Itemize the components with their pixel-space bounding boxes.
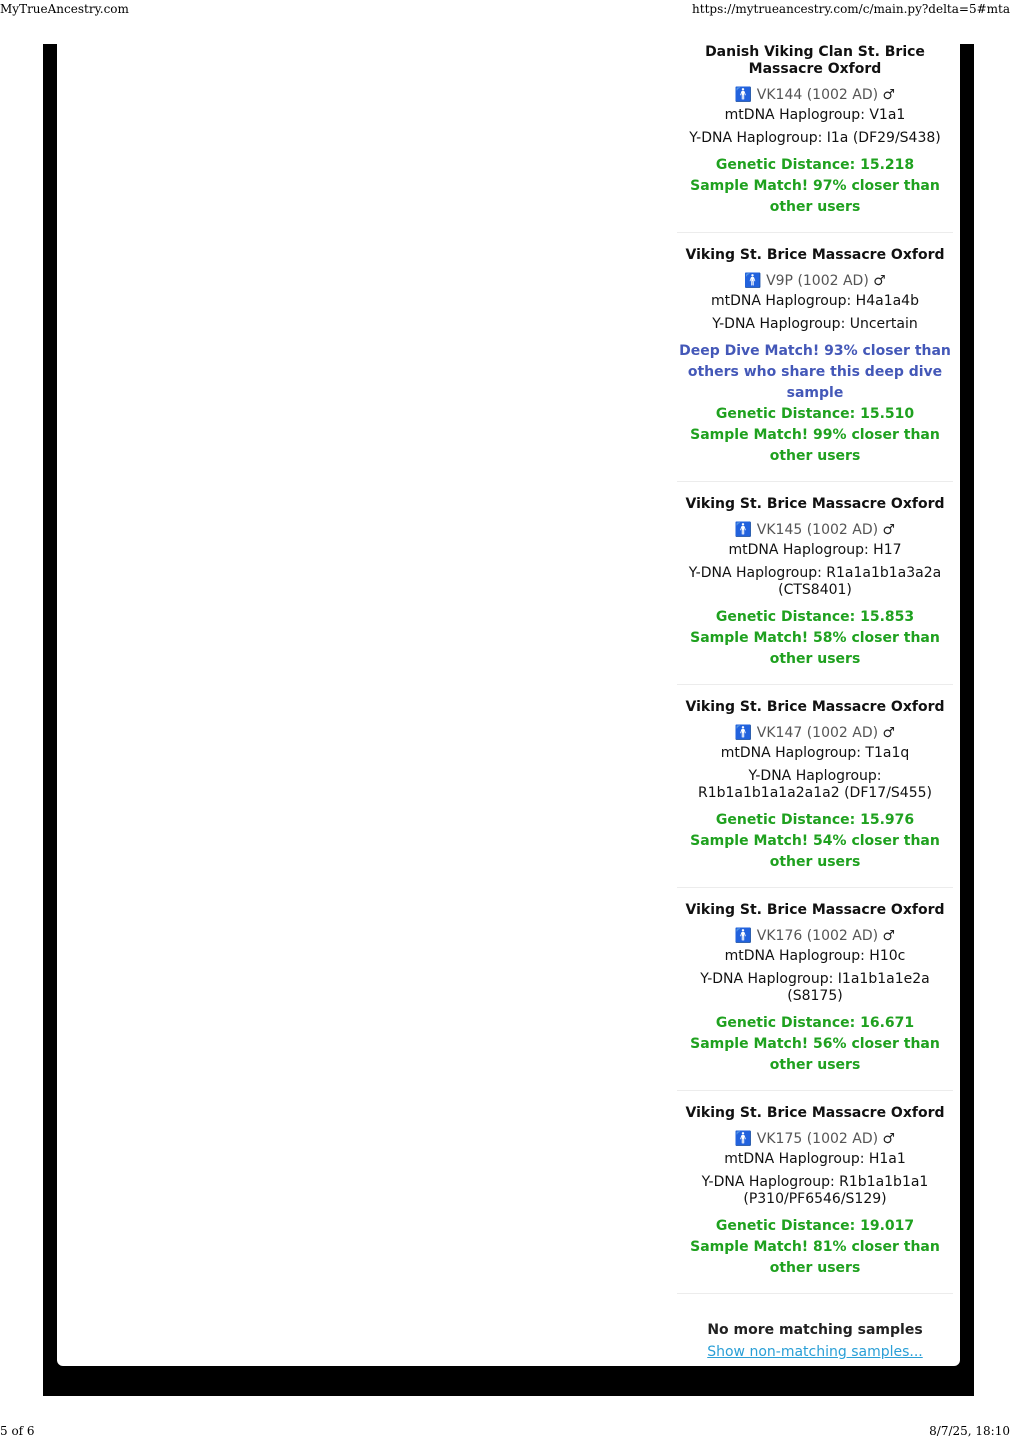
sample-distance: Genetic Distance: 15.510: [715, 406, 915, 422]
sample-id: VK176 (1002 AD): [756, 928, 879, 944]
person-icon: 🚹: [734, 928, 753, 944]
sample-ydna: Y-DNA Haplogroup: R1a1a1b1a3a2a (CTS8401): [688, 565, 942, 598]
sample-id: VK145 (1002 AD): [756, 522, 879, 538]
sample-title: Viking St. Brice Massacre Oxford: [685, 496, 945, 512]
sample-mtdna: mtDNA Haplogroup: V1a1: [724, 107, 906, 123]
male-icon: ♂: [882, 928, 896, 944]
sample-mtdna: mtDNA Haplogroup: H10c: [724, 948, 906, 964]
sample-item: [677, 699, 953, 888]
sample-distance: Genetic Distance: 16.671: [715, 1015, 915, 1031]
sample-deep-dive: Deep Dive Match! 93% closer than others who share this deep dive sample: [679, 343, 951, 401]
sample-mtdna: mtDNA Haplogroup: H4a1a4b: [711, 293, 919, 309]
sample-match: Sample Match! 54% closer than other users: [690, 833, 940, 870]
sample-item: [677, 1105, 953, 1294]
sample-title: Viking St. Brice Massacre Oxford: [685, 1105, 945, 1121]
sample-distance: Genetic Distance: 19.017: [715, 1218, 915, 1234]
sample-distance: Genetic Distance: 15.976: [715, 812, 915, 828]
sample-id: VK147 (1002 AD): [756, 725, 879, 741]
sample-title: Viking St. Brice Massacre Oxford: [685, 699, 945, 715]
sample-id-line: [677, 1131, 953, 1148]
print-site-name: MyTrueAncestry.com: [0, 2, 129, 16]
sample-id: V9P (1002 AD): [766, 273, 869, 289]
male-icon: ♂: [873, 273, 886, 289]
sample-match: Sample Match! 58% closer than other users: [690, 630, 940, 667]
sample-title: Danish Viking Clan St. Brice Massacre Oxford: [705, 44, 925, 77]
print-datetime: 8/7/25, 18:10: [929, 1424, 1010, 1438]
sample-match: Sample Match! 99% closer than other users: [690, 427, 940, 464]
print-page-number: 5 of 6: [0, 1424, 35, 1438]
sample-id-line: [677, 273, 953, 290]
sample-title: Viking St. Brice Massacre Oxford: [685, 247, 945, 263]
print-url: https://mytrueancestry.com/c/main.py?delta=5#mta: [692, 2, 1010, 16]
person-icon: 🚹: [734, 1131, 753, 1147]
print-footer: [0, 1424, 1018, 1440]
sample-mtdna: mtDNA Haplogroup: T1a1q: [720, 745, 910, 761]
person-icon: 🚹: [744, 273, 762, 289]
male-icon: ♂: [882, 725, 896, 741]
results-card: [57, 44, 960, 1366]
male-icon: ♂: [882, 522, 896, 538]
page-frame: [43, 44, 974, 1396]
sample-match: Sample Match! 56% closer than other users: [690, 1036, 940, 1073]
sample-item: [677, 496, 953, 685]
sample-ydna: Y-DNA Haplogroup: Uncertain: [712, 316, 918, 332]
sample-item: [677, 247, 953, 482]
person-icon: 🚹: [734, 87, 753, 103]
sample-id-line: [677, 87, 953, 104]
sample-id-line: [677, 522, 953, 539]
results-list: [677, 44, 953, 1363]
sample-distance: Genetic Distance: 15.853: [715, 609, 915, 625]
male-icon: ♂: [882, 1131, 896, 1147]
person-icon: 🚹: [734, 725, 753, 741]
sample-item: [677, 902, 953, 1091]
sample-item: [677, 44, 953, 233]
sample-id-line: [677, 725, 953, 742]
print-header: [0, 2, 1018, 18]
no-more-samples-text: No more matching samples: [707, 1322, 923, 1338]
sample-mtdna: mtDNA Haplogroup: H17: [728, 542, 902, 558]
results-end: [677, 1308, 953, 1363]
sample-match: Sample Match! 81% closer than other users: [690, 1239, 940, 1276]
sample-mtdna: mtDNA Haplogroup: H1a1: [724, 1151, 906, 1167]
show-non-matching-link[interactable]: Show non-matching samples...: [707, 1344, 923, 1360]
sample-title: Viking St. Brice Massacre Oxford: [685, 902, 945, 918]
sample-id-line: [677, 928, 953, 945]
sample-ydna: Y-DNA Haplogroup: R1b1a1b1a1 (P310/PF6546/S129): [701, 1174, 929, 1207]
sample-id: VK144 (1002 AD): [756, 87, 879, 103]
sample-id: VK175 (1002 AD): [756, 1131, 879, 1147]
sample-ydna: Y-DNA Haplogroup: I1a1b1a1e2a (S8175): [700, 971, 930, 1004]
male-icon: ♂: [882, 87, 896, 103]
sample-ydna: Y-DNA Haplogroup: I1a (DF29/S438): [689, 130, 941, 146]
sample-distance: Genetic Distance: 15.218: [715, 157, 915, 173]
person-icon: 🚹: [734, 522, 753, 538]
sample-match: Sample Match! 97% closer than other users: [690, 178, 940, 215]
sample-ydna: Y-DNA Haplogroup: R1b1a1b1a1a2a1a2 (DF17/S455): [697, 768, 932, 801]
